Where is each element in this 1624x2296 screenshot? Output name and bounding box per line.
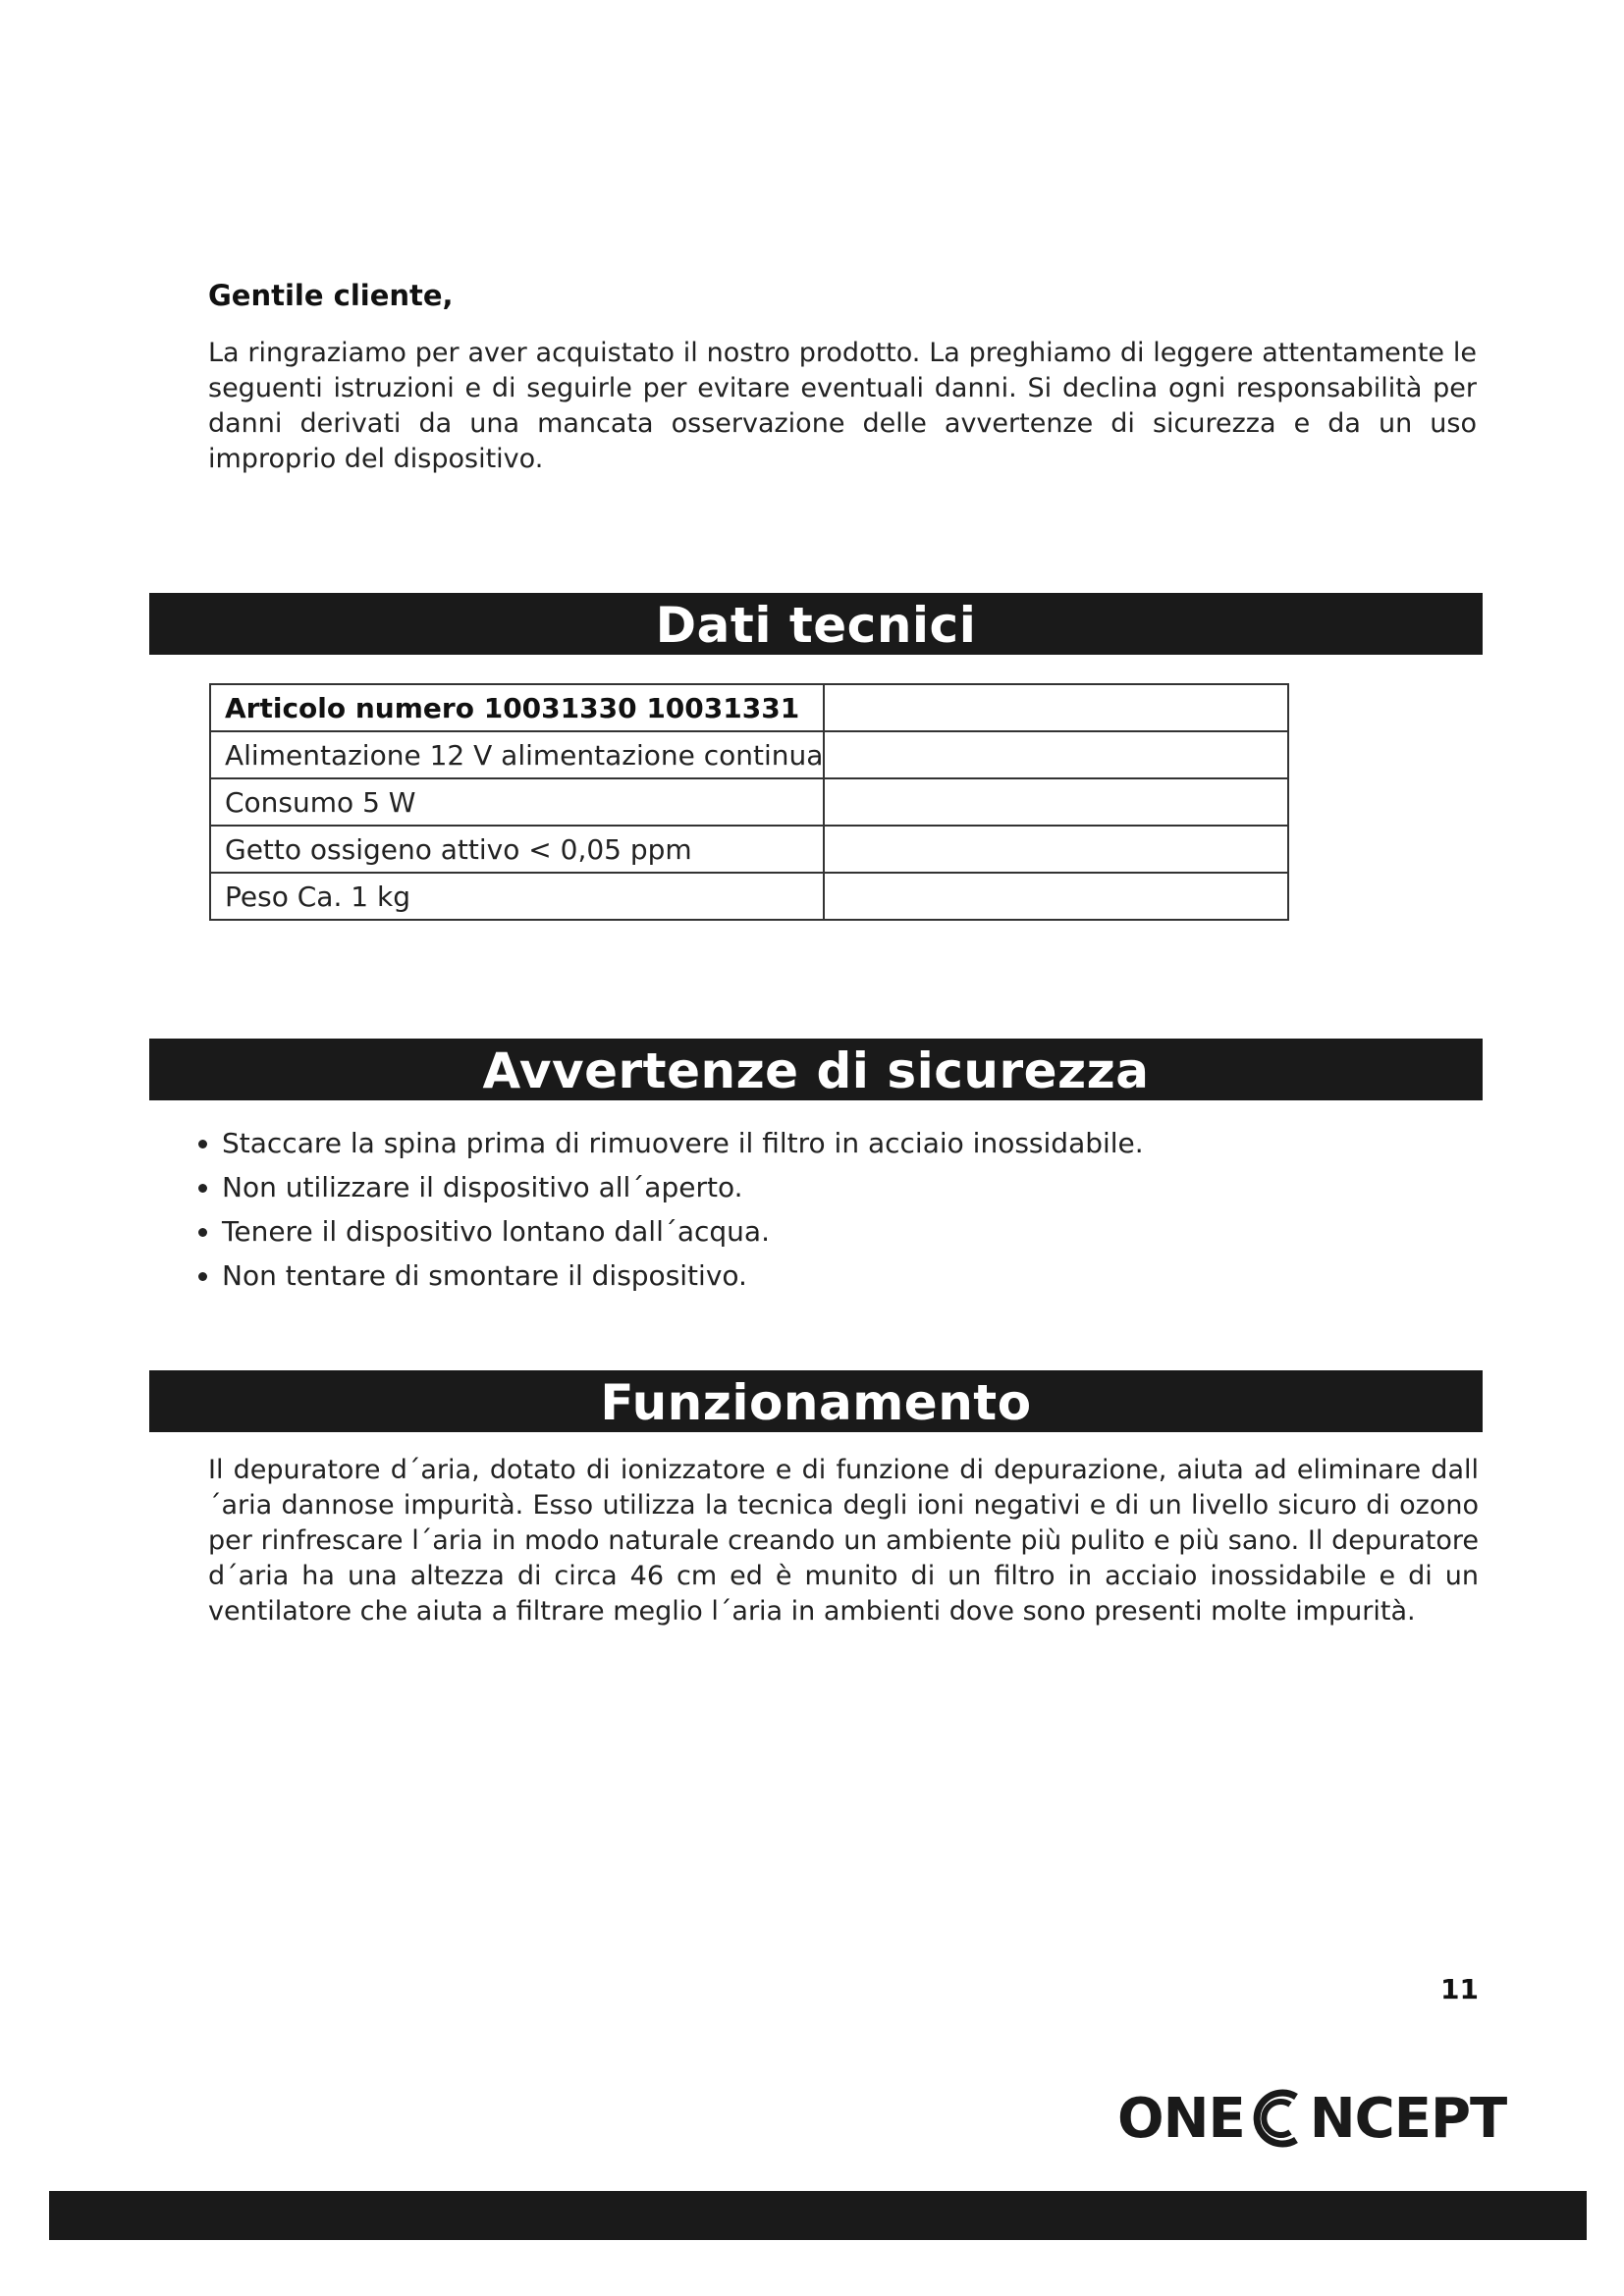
page-number: 11 xyxy=(1440,1973,1479,2005)
spec-label-cell xyxy=(210,826,824,873)
spec-value-cell xyxy=(824,684,1288,731)
table-row xyxy=(210,731,1288,778)
spec-value: < 0,05 ppm xyxy=(528,832,692,866)
list-item: • Non utilizzare il dispositivo all´aperto. xyxy=(222,1165,1144,1209)
spec-label: Peso xyxy=(225,880,289,913)
list-item: • Staccare la spina prima di rimuovere il filtro in acciaio inossidabile. xyxy=(222,1121,1144,1165)
spec-label: Getto ossigeno attivo xyxy=(225,832,520,866)
spec-value-cell xyxy=(824,873,1288,920)
spec-value: 5 W xyxy=(362,785,416,819)
spec-value: 10031330 10031331 xyxy=(483,691,800,724)
spec-label: Alimentazione xyxy=(225,738,421,772)
table-row xyxy=(210,826,1288,873)
footer-bar xyxy=(49,2191,1587,2240)
logo-prefix: ONE xyxy=(1117,2086,1245,2151)
spec-value: Ca. 1 kg xyxy=(297,880,410,913)
section-title-dati-tecnici: Dati tecnici xyxy=(149,593,1483,655)
spec-label: Articolo numero xyxy=(225,691,474,724)
spec-label: Consumo xyxy=(225,785,354,819)
spec-label-cell xyxy=(210,873,824,920)
specs-table xyxy=(209,683,1289,921)
table-row xyxy=(210,873,1288,920)
spec-label-cell xyxy=(210,731,824,778)
section-title-avvertenze: Avvertenze di sicurezza xyxy=(149,1039,1483,1100)
logo-suffix: NCEPT xyxy=(1309,2086,1507,2151)
operation-paragraph: Il depuratore d´aria, dotato di ionizzatore e di funzione di depurazione, aiuta ad eliminare dall´aria dannose impurità. Esso utilizza la tecnica degli ioni negativi e di un livello sicuro di ozono per rinfrescare l´aria in modo naturale creando un ambiente più pulito e più sano. Il depuratore d´aria ha una altezza di circa 46 cm ed è munito di un filtro in acciaio inossidabile e di un ventilatore che aiuta a filtrare meglio l´aria in ambienti dove sono presenti molte impurità. xyxy=(208,1455,1479,1627)
warnings-list xyxy=(189,1121,1144,1298)
table-row xyxy=(210,684,1288,731)
spec-value: 12 V alimentazione continua xyxy=(429,738,824,772)
section-title-funzionamento: Funzionamento xyxy=(149,1370,1483,1432)
table-row xyxy=(210,778,1288,826)
spec-label-cell xyxy=(210,684,824,731)
spec-value-cell xyxy=(824,778,1288,826)
intro-paragraph: La ringraziamo per aver acquistato il nostro prodotto. La preghiamo di leggere attentamente le seguenti istruzioni e di seguirle per evitare eventuali danni. Si declina ogni responsabilità per danni derivati da una mancata osservazione delle avvertenze di sicurezza e da un uso improprio del dispositivo. xyxy=(208,338,1477,474)
list-item: • Non tentare di smontare il dispositivo. xyxy=(222,1254,1144,1298)
brand-logo xyxy=(1117,2079,1506,2158)
spec-value-cell xyxy=(824,731,1288,778)
spec-label-cell xyxy=(210,778,824,826)
logo-c-icon xyxy=(1247,2083,1310,2154)
list-item: • Tenere il dispositivo lontano dall´acqua. xyxy=(222,1209,1144,1254)
spec-value-cell xyxy=(824,826,1288,873)
greeting: Gentile cliente, xyxy=(208,279,454,312)
